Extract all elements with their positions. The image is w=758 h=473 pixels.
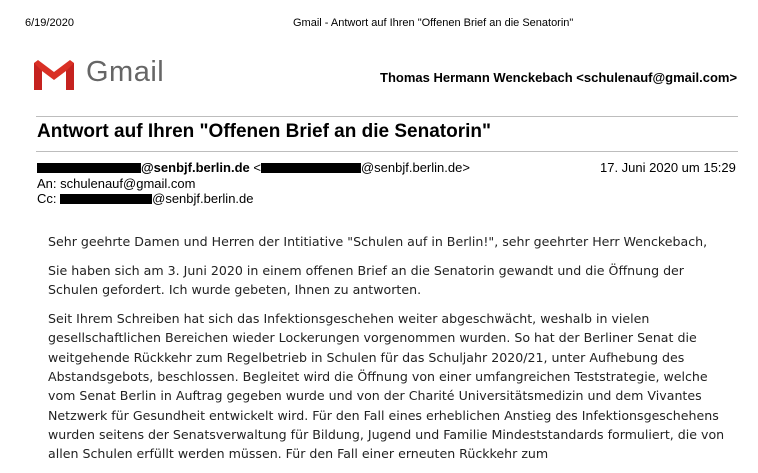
message-date: 17. Juni 2020 um 15:29 <box>600 160 736 175</box>
body-greeting: Sehr geehrte Damen und Herren der Intitiative "Schulen auf in Berlin!", sehr geehrter Herr Wenckebach, <box>48 234 708 249</box>
to-label: An: <box>37 176 57 191</box>
email-body <box>48 232 728 473</box>
email-subject: Antwort auf Ihren "Offenen Brief an die Senatorin" <box>37 121 491 142</box>
sender-email-open: < <box>253 160 261 175</box>
print-title: Gmail - Antwort auf Ihren "Offenen Brief an die Senatorin" <box>293 17 574 29</box>
sender-line <box>37 160 470 175</box>
redaction-bar <box>261 163 361 173</box>
gmail-logo-text: Gmail <box>86 56 165 88</box>
redaction-bar <box>60 194 152 204</box>
to-line <box>37 176 195 191</box>
cc-line <box>37 191 254 206</box>
print-date: 6/19/2020 <box>25 17 74 29</box>
sender-email-domain: @senbjf.berlin.de> <box>360 160 470 175</box>
divider <box>36 151 738 152</box>
sender-domain: @senbjf.berlin.de <box>141 160 250 175</box>
divider <box>36 116 738 117</box>
body-paragraph: Seit Ihrem Schreiben hat sich das Infektionsgeschehen weiter abgeschwächt, weshalb in vielen gesellschaftlichen Bereichen wieder Lockerungen vorgenommen wurden. So hat der Berliner Senat die weitgehende Rückkehr zum Regelbetrieb in Schulen für das Schuljahr 2020/21, unter Aufhebung des Abstandsgebots, beschlossen. Begleitet wird die Öffnung von einer umfangreichen Teststrategie, welche vom Senat Berlin in Auftrag gegeben wurde und von der Charité Universitätsmedizin und dem Vivantes Netzwerk für Gesundheit entwickelt wird. Für den Fall eines erheblichen Anstieg des Infektionsgeschehens wurden seitens der Senatsverwaltung für Bildung, Jugend und Familie Mindeststandards formuliert, die von allen Schulen erfüllt werden müssen. Für den Fall einer erneuten Rückkehr zum <box>48 311 725 462</box>
cc-domain: @senbjf.berlin.de <box>152 191 254 206</box>
account-name: Thomas Hermann Wenckebach <schulenauf@gmail.com> <box>380 70 738 85</box>
redaction-bar <box>37 163 141 173</box>
cc-label: Cc: <box>37 191 57 206</box>
to-address: schulenauf@gmail.com <box>60 176 196 191</box>
body-paragraph: Sie haben sich am 3. Juni 2020 in einem offenen Brief an die Senatorin gewandt und die Öffnung der Schulen gefordert. Ich wurde gebeten, Ihnen zu antworten. <box>48 262 684 298</box>
gmail-m-icon <box>34 60 74 90</box>
